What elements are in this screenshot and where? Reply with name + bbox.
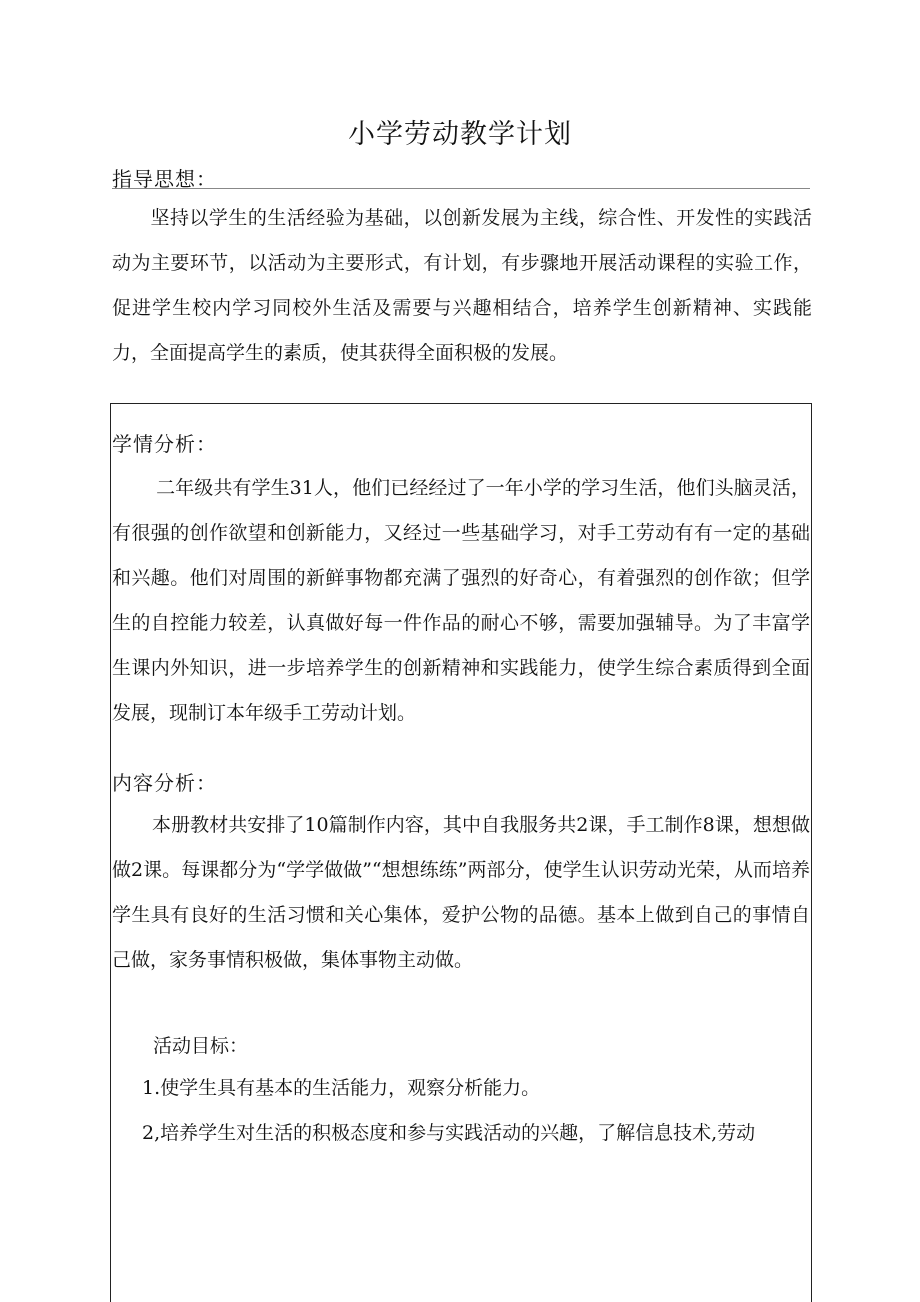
heading-divider bbox=[112, 188, 810, 189]
student-analysis-text: 二年级共有学生31人，他们已经经过了一年小学的学习生活，他们头脑灵活，有很强的创作欲望和创新能力，又经过一些基础学习，对手工劳动有有一定的基础和兴趣。他们对周围的新鲜事物都充满了强烈的好奇心，有着强烈的创作欲；但学生的自控能力较差，认真做好每一件作品的耐心不够，需要加强辅导。为了丰富学生课内外知识，进一步培养学生的创新精神和实践能力，使学生综合素质得到全面发展，现制订本年级手工劳动计划。 bbox=[112, 477, 810, 724]
goal-item-1: 1.使学生具有基本的生活能力，观察分析能力。 bbox=[142, 1077, 541, 1099]
guiding-paragraph bbox=[112, 196, 812, 376]
page-title: 小学劳动教学计划 bbox=[348, 119, 572, 150]
content-analysis-heading: 内容分析： bbox=[112, 771, 217, 795]
goal-item-2: 2,培养学生对生活的积极态度和参与实践活动的兴趣，了解信息技术,劳动 bbox=[142, 1122, 756, 1144]
content-analysis-paragraph bbox=[112, 803, 810, 983]
content-analysis-text: 本册教材共安排了10篇制作内容，其中自我服务共2课，手工制作8课，想想做做2课。每课都分为“学学做做”“想想练练”两部分，使学生认识劳动光荣，从而培养学生具有良好的生活习惯和关心集体，爱护公物的品德。基本上做到自己的事情自己做，家务事情积极做，集体事物主动做。 bbox=[112, 814, 810, 971]
student-analysis-heading: 学情分析： bbox=[112, 432, 217, 456]
activity-goals-label: 活动目标： bbox=[153, 1035, 249, 1057]
guiding-text: 坚持以学生的生活经验为基础，以创新发展为主线，综合性、开发性的实践活动为主要环节，以活动为主要形式，有计划，有步骤地开展活动课程的实验工作，促进学生校内学习同校外生活及需要与兴趣相结合，培养学生创新精神、实践能力，全面提高学生的素质，使其获得全面积极的发展。 bbox=[112, 207, 812, 364]
guiding-heading: 指导思想： bbox=[112, 167, 217, 191]
student-analysis-paragraph bbox=[112, 466, 810, 736]
